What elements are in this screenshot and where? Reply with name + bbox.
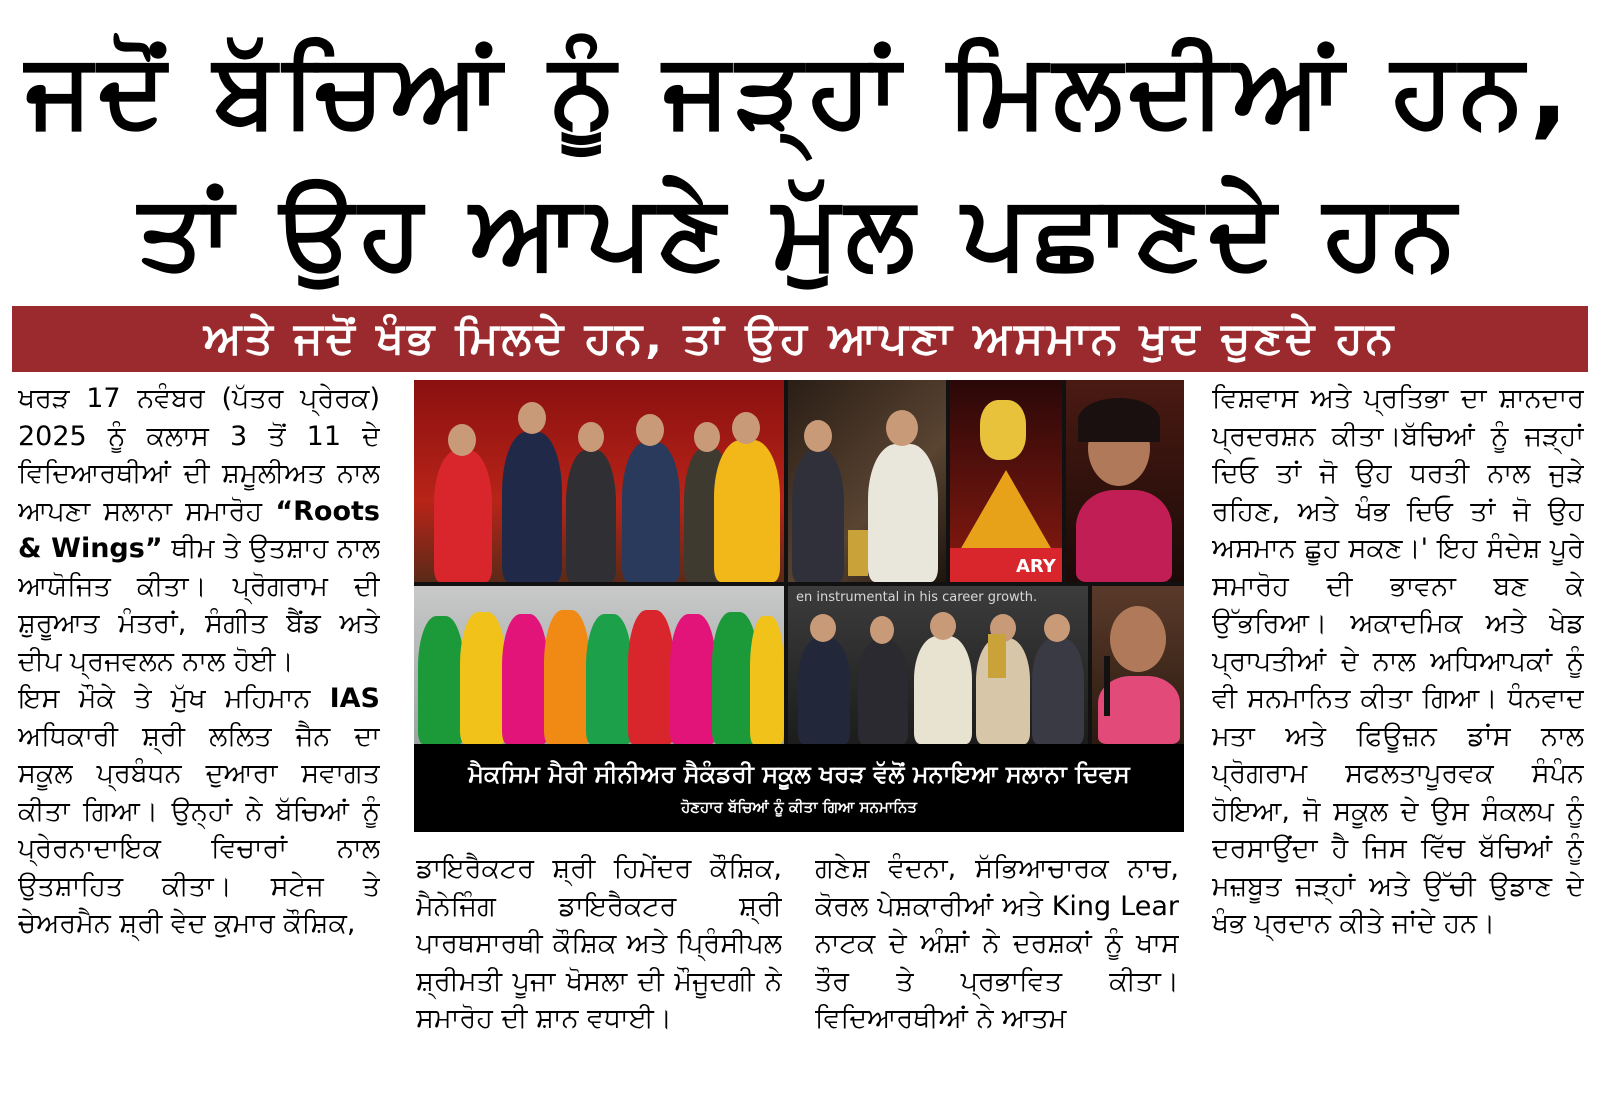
article-text: ਡਾਇਰੈਕਟਰ ਸ਼੍ਰੀ ਹਿਮੇਂਦਰ ਕੌਸ਼ਿਕ, ਮੈਨੇਜਿੰਗ ਡਾਇਰੈਕਟਰ ਸ਼੍ਰੀ ਪਾਰਥਸਾਰਥੀ ਕੌਸ਼ਿਕ ਅਤੇ ਪ੍ਰਿੰਸੀਪਲ ਸ਼੍ਰੀਮਤੀ ਪੂਜਾ ਖੋਸਲਾ ਦੀ ਮੌਜੂਦਗੀ ਨੇ ਸਮਾਰੋਹ ਦੀ ਸ਼ਾਨ ਵਧਾਈ।	[416, 853, 782, 1034]
headline-line-2: ਤਾਂ ਉਹ ਆਪਣੇ ਮੁੱਲ ਪਛਾਣਦੇ ਹਨ	[138, 173, 1462, 292]
photo-traditional-dancers	[414, 586, 784, 744]
article-column-2	[416, 850, 782, 1080]
article-paragraph-1	[18, 380, 380, 680]
photo-guests-with-dancers	[414, 380, 784, 582]
article-text: ਇਸ ਮੌਕੇ ਤੇ ਮੁੱਖ ਮਹਿਮਾਨ	[18, 683, 330, 714]
photo-subcaption: ਹੋਣਹਾਰ ਬੱਚਿਆਂ ਨੂੰ ਕੀਤਾ ਗਿਆ ਸਨਮਾਨਿਤ	[681, 798, 917, 816]
article-text: ਗਣੇਸ਼ ਵੰਦਨਾ, ਸੱਭਿਆਚਾਰਕ ਨਾਚ, ਕੋਰਲ ਪੇਸ਼ਕਾਰੀਆਂ ਅਤੇ King Lear ਨਾਟਕ ਦੇ ਅੰਸ਼ਾਂ ਨੇ ਦਰਸ਼ਕਾਂ ਨੂੰ ਖਾਸ ਤੌਰ ਤੇ ਪ੍ਰਭਾਵਿਤ ਕੀਤਾ। ਵਿਦਿਆਰਥੀਆਂ ਨੇ ਆਤਮ	[815, 853, 1179, 1034]
article-column-4	[1212, 380, 1584, 1080]
article-text: ਖਰੜ 17 ਨਵੰਬਰ (ਪੱਤਰ ਪ੍ਰੇਰਕ) 2025 ਨੂੰ ਕਲਾਸ 3 ਤੋਂ 11 ਦੇ ਵਿਦਿਆਰਥੀਆਂ ਦੀ ਸ਼ਮੂਲੀਅਤ ਨਾਲ ਆਪਣਾ ਸਲਾਨਾ ਸਮਾਰੋਹ	[18, 383, 380, 527]
photo-lamp-lighting	[788, 380, 946, 582]
ias-label: IAS	[329, 683, 380, 714]
photo-caption-strip	[414, 744, 1184, 832]
photo-caption: ਮੈਕਸਿਮ ਮੈਰੀ ਸੀਨੀਅਰ ਸੈਕੰਡਰੀ ਸਕੂਲ ਖਰੜ ਵੱਲੋਂ ਮਨਾਇਆ ਸਲਾਨਾ ਦਿਵਸ	[468, 760, 1130, 788]
backdrop-text: en instrumental in his career growth.	[796, 590, 1038, 605]
headline-line-1: ਜਦੋਂ ਬੱਚਿਆਂ ਨੂੰ ਜੜ੍ਹਾਂ ਮਿਲਦੀਆਂ ਹਨ,	[25, 31, 1575, 150]
article-text: ਵਿਸ਼ਵਾਸ ਅਤੇ ਪ੍ਰਤਿਭਾ ਦਾ ਸ਼ਾਨਦਾਰ ਪ੍ਰਦਰਸ਼ਨ ਕੀਤਾ।ਬੱਚਿਆਂ ਨੂੰ ਜੜ੍ਹਾਂ ਦਿਓ ਤਾਂ ਜੋ ਉਹ ਧਰਤੀ ਨਾਲ ਜੁੜੇ ਰਹਿਣ, ਅਤੇ ਖੰਭ ਦਿਓ ਤਾਂ ਜੋ ਉਹ ਅਸਮਾਨ ਛੂਹ ਸਕਣ।' ਇਹ ਸੰਦੇਸ਼ ਪੂਰੇ ਸਮਾਰੋਹ ਦੀ ਭਾਵਨਾ ਬਣ ਕੇ ਉੱਭਰਿਆ। ਅਕਾਦਮਿਕ ਅਤੇ ਖੇਡ ਪ੍ਰਾਪਤੀਆਂ ਦੇ ਨਾਲ ਅਧਿਆਪਕਾਂ ਨੂੰ ਵੀ ਸਨਮਾਨਿਤ ਕੀਤਾ ਗਿਆ। ਧੰਨਵਾਦ ਮਤਾ ਅਤੇ ਫਿਊਜ਼ਨ ਡਾਂਸ ਨਾਲ ਪ੍ਰੋਗਰਾਮ ਸਫਲਤਾਪੂਰਵਕ ਸੰਪੰਨ ਹੋਇਆ, ਜੋ ਸਕੂਲ ਦੇ ਉਸ ਸੰਕਲਪ ਨੂੰ ਦਰਸਾਉਂਦਾ ਹੈ ਜਿਸ ਵਿੱਚ ਬੱਚਿਆਂ ਨੂੰ ਮਜ਼ਬੂਤ ਜੜ੍ਹਾਂ ਅਤੇ ਉੱਚੀ ਉਡਾਣ ਦੇ ਖੰਭ ਪ੍ਰਦਾਨ ਕੀਤੇ ਜਾਂਦੇ ਹਨ।	[1212, 383, 1584, 939]
stage-banner-text: ARY	[1016, 556, 1056, 577]
theme-name: “Roots & Wings”	[18, 495, 380, 564]
event-photo-collage	[414, 380, 1184, 832]
article-column-3	[815, 850, 1179, 1080]
subheadline-banner: ਅਤੇ ਜਦੋਂ ਖੰਭ ਮਿਲਦੇ ਹਨ, ਤਾਂ ਉਹ ਆਪਣਾ ਅਸਮਾਨ ਖੁਦ ਚੁਣਦੇ ਹਨ	[12, 306, 1588, 372]
article-text: ਥੀਮ ਤੇ ਉਤਸ਼ਾਹ ਨਾਲ ਆਯੋਜਿਤ ਕੀਤਾ। ਪ੍ਰੋਗਰਾਮ ਦੀ ਸ਼ੁਰੂਆਤ ਮੰਤਰਾਂ, ਸੰਗੀਤ ਬੈਂਡ ਅਤੇ ਦੀਪ ਪ੍ਰਜਵਲਨ ਨਾਲ ਹੋਈ।	[18, 533, 380, 677]
photo-award-presentation	[788, 586, 1088, 744]
photo-speaker-at-mic	[1092, 586, 1184, 744]
photo-stage-performance	[950, 380, 1062, 582]
photo-woman-speaking	[1066, 380, 1184, 582]
article-text: ਅਧਿਕਾਰੀ ਸ਼੍ਰੀ ਲਲਿਤ ਜੈਨ ਦਾ ਸਕੂਲ ਪ੍ਰਬੰਧਨ ਦੁਆਰਾ ਸਵਾਗਤ ਕੀਤਾ ਗਿਆ। ਉਨ੍ਹਾਂ ਨੇ ਬੱਚਿਆਂ ਨੂੰ ਪ੍ਰੇਰਨਾਦਾਇਕ ਵਿਚਾਰਾਂ ਨਾਲ ਉਤਸ਼ਾਹਿਤ ਕੀਤਾ। ਸਟੇਜ ਤੇ ਚੇਅਰਮੈਨ ਸ਼੍ਰੀ ਵੇਦ ਕੁਮਾਰ ਕੌਸ਼ਿਕ,	[18, 720, 380, 939]
article-column-1	[18, 380, 380, 1080]
article-paragraph-2	[18, 680, 380, 943]
